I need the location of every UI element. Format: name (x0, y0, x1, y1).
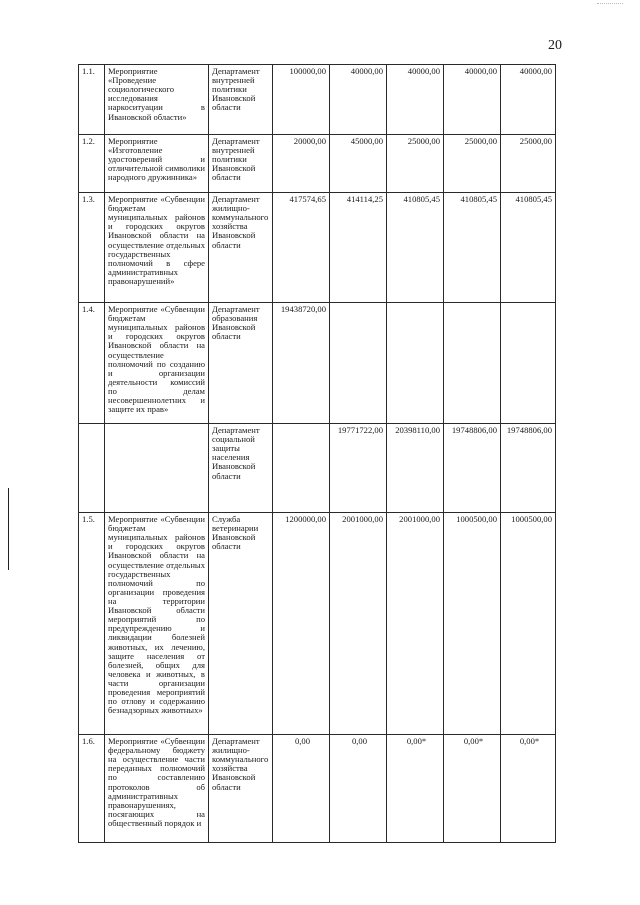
amount-cell: 20398110,00 (387, 424, 444, 513)
amount-cell: 1000500,00 (501, 513, 556, 735)
table-row (79, 303, 556, 424)
amount-cell: 19438720,00 (273, 303, 330, 424)
amount-cell: 1000500,00 (444, 513, 501, 735)
amount-cell: 2001000,00 (387, 513, 444, 735)
amount-cell: 414114,25 (330, 193, 387, 303)
amount-cell: 0,00* (501, 735, 556, 843)
row-number: 1.1. (79, 65, 105, 135)
amount-cell: 1200000,00 (273, 513, 330, 735)
responsible-department: Служба ветеринарии Ивановской области (209, 513, 273, 735)
measure-description: Мероприятие «Субвенции бюджетам муниципальных районов и городских округов Ивановской области на осуществление полномочий по созданию и организации деятельности комиссий по делам несовершеннолетних и защите их прав» (105, 303, 209, 424)
amount-cell: 19771722,00 (330, 424, 387, 513)
amount-cell: 40000,00 (501, 65, 556, 135)
responsible-department: Департамент жилищно-коммунального хозяйства Ивановской области (209, 735, 273, 843)
page-number: 20 (548, 38, 562, 53)
amount-cell: 40000,00 (444, 65, 501, 135)
amount-cell: 0,00* (444, 735, 501, 843)
measure-description: Мероприятие «Субвенции федеральному бюджету на осуществление части переданных полномочий по составлению протоколов об административных правонарушениях, посягающих на общественный порядок и (105, 735, 209, 843)
measure-description: Мероприятие «Субвенции бюджетам муниципальных районов и городских округов Ивановской области на осуществление отдельных государственных полномочий по организации проведения на территории Ивановской области мероприятий по предупреждению и ликвидации болезней животных, их лечению, защите населения от болезней, общих для человека и животных, в части организации проведения мероприятий по отлову и содержанию безнадзорных животных» (105, 513, 209, 735)
table-row (79, 735, 556, 843)
table-row (79, 135, 556, 193)
responsible-department: Департамент жилищно-коммунального хозяйства Ивановской области (209, 193, 273, 303)
responsible-department: Департамент внутренней политики Ивановской области (209, 65, 273, 135)
row-number: 1.3. (79, 193, 105, 303)
table-row (79, 513, 556, 735)
amount-cell (501, 303, 556, 424)
amount-cell: 2001000,00 (330, 513, 387, 735)
row-number: 1.6. (79, 735, 105, 843)
responsible-department: Департамент внутренней политики Ивановской области (209, 135, 273, 193)
amount-cell: 410805,45 (501, 193, 556, 303)
amount-cell: 100000,00 (273, 65, 330, 135)
row-number: 1.5. (79, 513, 105, 735)
measure-description: Мероприятие «Субвенции бюджетам муниципальных районов и городских округов Ивановской области на осуществление отдельных государственных полномочий в сфере административных правонарушений» (105, 193, 209, 303)
funding-schedule-table (78, 64, 556, 843)
table-row (79, 193, 556, 303)
amount-cell: 19748806,00 (501, 424, 556, 513)
amount-cell: 19748806,00 (444, 424, 501, 513)
row-number (79, 424, 105, 513)
measure-description (105, 424, 209, 513)
amount-cell (444, 303, 501, 424)
responsible-department: Департамент социальной защиты населения Ивановской области (209, 424, 273, 513)
amount-cell: 25000,00 (444, 135, 501, 193)
table-row (79, 65, 556, 135)
amount-cell: 417574,65 (273, 193, 330, 303)
table-row (79, 424, 556, 513)
responsible-department: Департамент образования Ивановской области (209, 303, 273, 424)
amount-cell (330, 303, 387, 424)
measure-description: Мероприятие «Изготовление удостоверений и отличительной символики народного дружинника» (105, 135, 209, 193)
row-number: 1.2. (79, 135, 105, 193)
amount-cell: 20000,00 (273, 135, 330, 193)
amount-cell: 0,00* (387, 735, 444, 843)
amount-cell: 40000,00 (387, 65, 444, 135)
amount-cell: 410805,45 (444, 193, 501, 303)
amount-cell: 25000,00 (387, 135, 444, 193)
amount-cell (387, 303, 444, 424)
scan-margin-mark (8, 488, 9, 570)
amount-cell (273, 424, 330, 513)
amount-cell: 410805,45 (387, 193, 444, 303)
amount-cell: 0,00 (330, 735, 387, 843)
scan-artifact (597, 3, 623, 5)
amount-cell: 40000,00 (330, 65, 387, 135)
amount-cell: 0,00 (273, 735, 330, 843)
measure-description: Мероприятие «Проведение социологического исследования наркоситуации в Ивановской области» (105, 65, 209, 135)
amount-cell: 45000,00 (330, 135, 387, 193)
row-number: 1.4. (79, 303, 105, 424)
amount-cell: 25000,00 (501, 135, 556, 193)
